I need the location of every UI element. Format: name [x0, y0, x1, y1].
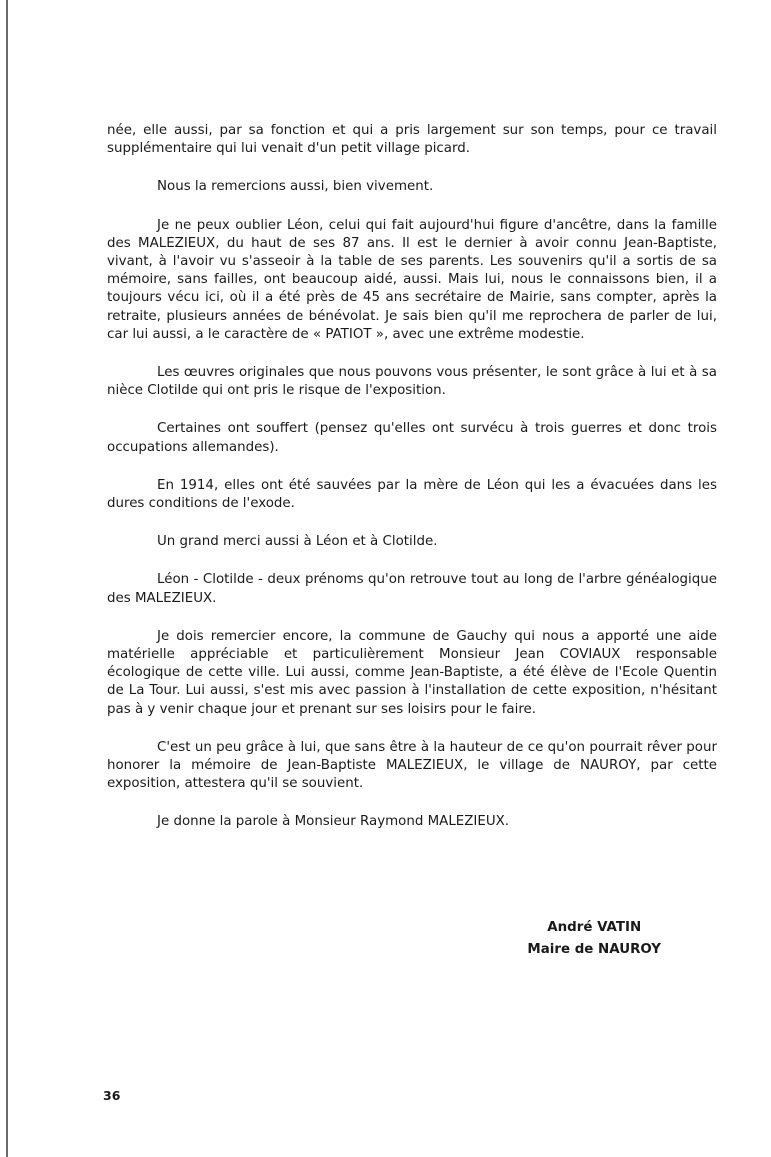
paragraph-8: Léon - Clotilde - deux prénoms qu'on retrouve tout au long de l'arbre généalogique des MALEZIEUX. — [107, 572, 717, 606]
paragraph-6: En 1914, elles ont été sauvées par la mère de Léon qui les a évacuées dans les dures conditions de l'exode. — [107, 477, 717, 512]
letter-body — [107, 122, 717, 852]
paragraph-7: Un grand merci aussi à Léon et à Clotilde. — [157, 534, 438, 550]
paragraph-5: Certaines ont souffert (pensez qu'elles ont survécu à trois guerres et donc trois occupations allemandes). — [107, 421, 717, 455]
paragraph-11: Je donne la parole à Monsieur Raymond MALEZIEUX. — [157, 814, 510, 830]
scan-edge-line — [6, 0, 8, 1157]
page-number: 36 — [103, 1088, 121, 1103]
signature-name: André VATIN — [547, 920, 642, 935]
signature-block — [527, 917, 661, 961]
paragraph-4: Les œuvres originales que nous pouvons vous présenter, le sont grâce à lui et à sa nièce Clotilde qui ont pris le risque de l'exposition. — [107, 365, 717, 399]
paragraph-9: Je dois remercier encore, la commune de Gauchy qui nous a apporté une aide matérielle appréciable et particulièrement Monsieur Jean COVIAUX responsable écologique de cette ville. Lui aussi, comme Jean-Baptiste, a été élève de l'Ecole Quentin de La Tour. Lui aussi, s'est mis avec passion à l'installation de cette exposition, n'hésitant pas à y venir chaque jour et prenant sur ses loisirs pour le faire. — [107, 628, 717, 717]
signature-title: Maire de NAUROY — [527, 942, 661, 957]
paragraph-2: Nous la remercions aussi, bien vivement. — [157, 179, 434, 195]
paragraph-1: née, elle aussi, par sa fonction et qui a pris largement sur son temps, pour ce travail supplémentaire qui lui venait d'un petit village picard. — [107, 123, 717, 157]
paragraph-10: C'est un peu grâce à lui, que sans être à la hauteur de ce qu'on pourrait rêver pour honorer la mémoire de Jean-Baptiste MALEZIEUX, le village de NAUROY, par cette exposition, attestera qu'il se souvient. — [107, 739, 717, 792]
paragraph-3: Je ne peux oublier Léon, celui qui fait aujourd'hui figure d'ancêtre, dans la famille des MALEZIEUX, du haut de ses 87 ans. Il est le dernier à avoir connu Jean-Baptiste, vivant, à l'avoir vu s'asseoir à la table de ses parents. Les souvenirs qu'il a sortis de sa mémoire, sans failles, ont beaucoup aidé, aussi. Mais lui, nous le connaissons bien, il a toujours vécu ici, où il a été près de 45 ans secrétaire de Mairie, sans compter, après la retraite, plusieurs années de bénévolat. Je sais bien qu'il me reprochera de parler de lui, car lui aussi, a le caractère de « PATIOT », avec une extrême modestie. — [107, 217, 717, 342]
